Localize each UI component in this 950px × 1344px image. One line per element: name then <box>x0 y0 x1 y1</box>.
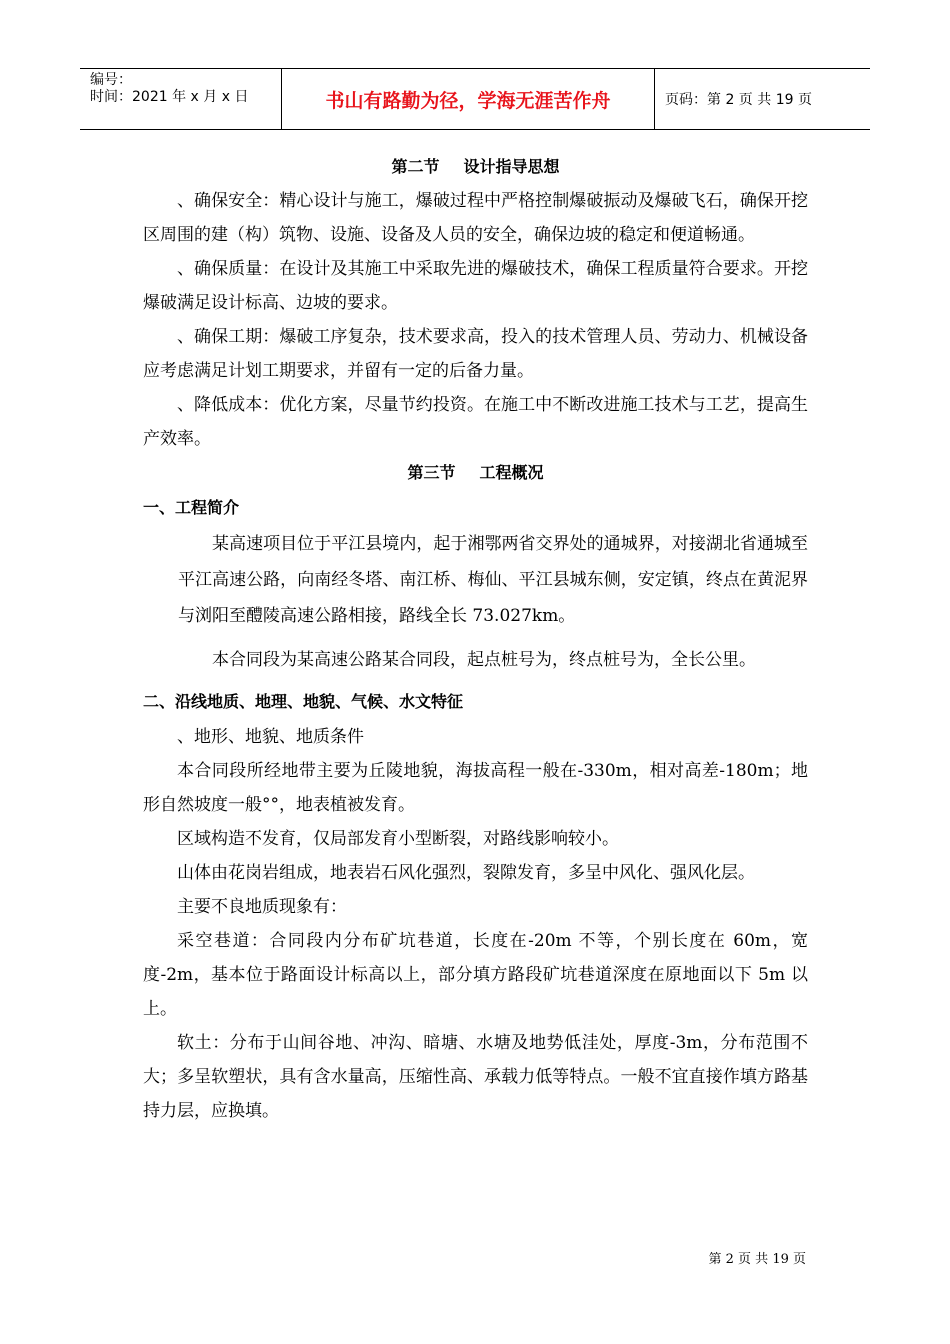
paragraph-schedule: 、确保工期：爆破工序复杂，技术要求高，投入的技术管理人员、劳动力、机械设备应考虑满足计划工期要求，并留有一定的后备力量。 <box>143 327 808 381</box>
paragraph-soft-soil: 软土：分布于山间谷地、冲沟、暗塘、水塘及地势低洼处，厚度-3m，分布范围不大；多呈软塑状，具有含水量高，压缩性高、承载力低等特点。一般不宜直接作填方路基持力层，应换填。 <box>143 1033 808 1121</box>
heading-geology: 二、沿线地质、地理、地貌、气候、水文特征 <box>143 692 464 711</box>
paragraph-safety: 、确保安全：精心设计与施工，爆破过程中严格控制爆破振动及爆破飞石，确保开挖区周围的建（构）筑物、设施、设备及人员的安全，确保边坡的稳定和便道畅通。 <box>143 191 808 245</box>
paragraph-structure: 区域构造不发育，仅局部发育小型断裂，对路线影响较小。 <box>177 829 619 849</box>
number-label: 编号： <box>90 72 132 88</box>
section-2-number: 第二节 <box>391 157 440 176</box>
paragraph-adverse-geology: 主要不良地质现象有： <box>177 897 347 917</box>
paragraph-cost: 、降低成本：优化方案，尽量节约投资。在施工中不断改进施工技术与工艺，提高生产效率。 <box>143 395 808 449</box>
paragraph-project-intro: 某高速项目位于平江县境内，起于湘鄂两省交界处的通城界，对接湖北省通城至平江高速公路，向南经冬塔、南江桥、梅仙、平江县城东侧，安定镇，终点在黄泥界与浏阳至醴陵高速公路相接，路线全长 73.027km。 <box>178 534 808 626</box>
paragraph-mined-tunnels: 采空巷道：合同段内分布矿坑巷道，长度在-20m 不等，个别长度在 60m，宽度-2m，基本位于路面设计标高以上，部分填方路段矿坑巷道深度在原地面以下 5m 以上。 <box>143 931 808 1019</box>
header-meta <box>80 69 282 129</box>
section-2-title <box>143 150 808 184</box>
paragraph-rock: 山体由花岗岩组成，地表岩石风化强烈，裂隙发育，多呈中风化、强风化层。 <box>177 863 755 883</box>
section-3-number: 第三节 <box>407 463 456 482</box>
paragraph-contract-section: 本合同段为某高速公路某合同段，起点桩号为，终点桩号为，全长公里。 <box>212 650 756 670</box>
header-page-info: 页码：第 2 页 共 19 页 <box>665 92 812 108</box>
section-3-name: 工程概况 <box>479 463 544 482</box>
time-label: 时间：2021 年 x 月 x 日 <box>90 89 249 105</box>
header-table <box>80 68 870 130</box>
paragraph-quality: 、确保质量：在设计及其施工中采取先进的爆破技术，确保工程质量符合要求。开挖爆破满足设计标高、边坡的要求。 <box>143 259 808 313</box>
header-motto: 书山有路勤为径，学海无涯苦作舟 <box>282 69 655 129</box>
paragraph-terrain: 本合同段所经地带主要为丘陵地貌，海拔高程一般在-330m，相对高差-180m；地形自然坡度一般°°，地表植被发育。 <box>143 761 808 815</box>
heading-project-intro: 一、工程简介 <box>143 498 240 517</box>
section-2-name: 设计指导思想 <box>463 157 560 176</box>
subheading-terrain: 、地形、地貌、地质条件 <box>177 727 364 747</box>
document-body <box>143 150 808 1128</box>
page-footer: 第 2 页 共 19 页 <box>708 1252 806 1267</box>
section-3-title <box>143 456 808 490</box>
